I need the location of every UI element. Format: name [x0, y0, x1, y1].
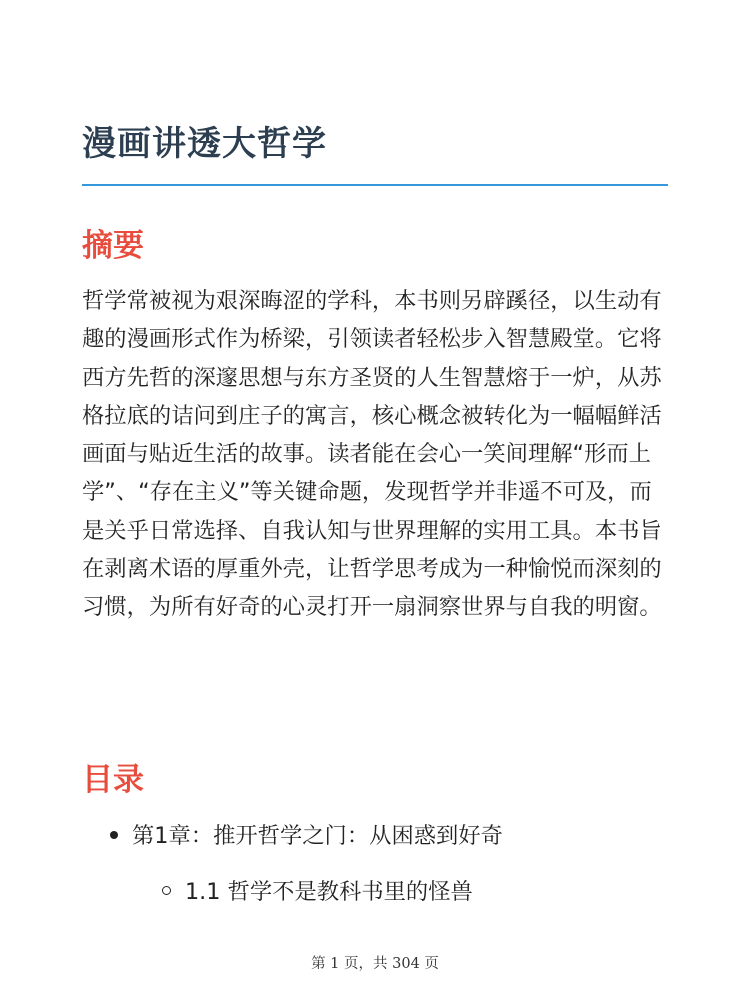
bullet-circle-icon — [162, 886, 171, 895]
toc-section-1-1-label: 1.1 哲学不是教科书里的怪兽 — [185, 879, 473, 905]
toc-chapter-1-label: 第1章：推开哲学之门：从困惑到好奇 — [132, 823, 503, 849]
toc-section-1-1[interactable] — [162, 876, 473, 908]
page-footer: 第 1 页，共 304 页 — [311, 956, 439, 972]
abstract-body: 哲学常被视为艰深晦涩的学科，本书则另辟蹊径，以生动有趣的漫画形式作为桥梁，引领读者轻松步入智慧殿堂。它将西方先哲的深邃思想与东方圣贤的人生智慧熔于一炉，从苏格拉底的诘问到庄子的寓言，核心概念被转化为一幅幅鲜活画面与贴近生活的故事。读者能在会心一笑间理解“形而上学”、“存在主义”等关键命题，发现哲学并非遥不可及，而是关乎日常选择、自我认知与世界理解的实用工具。本书旨在剥离术语的厚重外壳，让哲学思考成为一种愉悦而深刻的习惯，为所有好奇的心灵打开一扇洞察世界与自我的明窗。 — [82, 288, 662, 621]
book-title: 漫画讲透大哲学 — [82, 124, 327, 164]
toc-chapter-1[interactable] — [110, 820, 503, 852]
abstract-heading: 摘要 — [82, 228, 144, 264]
title-divider — [82, 184, 668, 186]
document-page — [82, 0, 668, 1000]
toc-heading: 目录 — [82, 762, 144, 798]
bullet-disc-icon — [110, 831, 118, 839]
